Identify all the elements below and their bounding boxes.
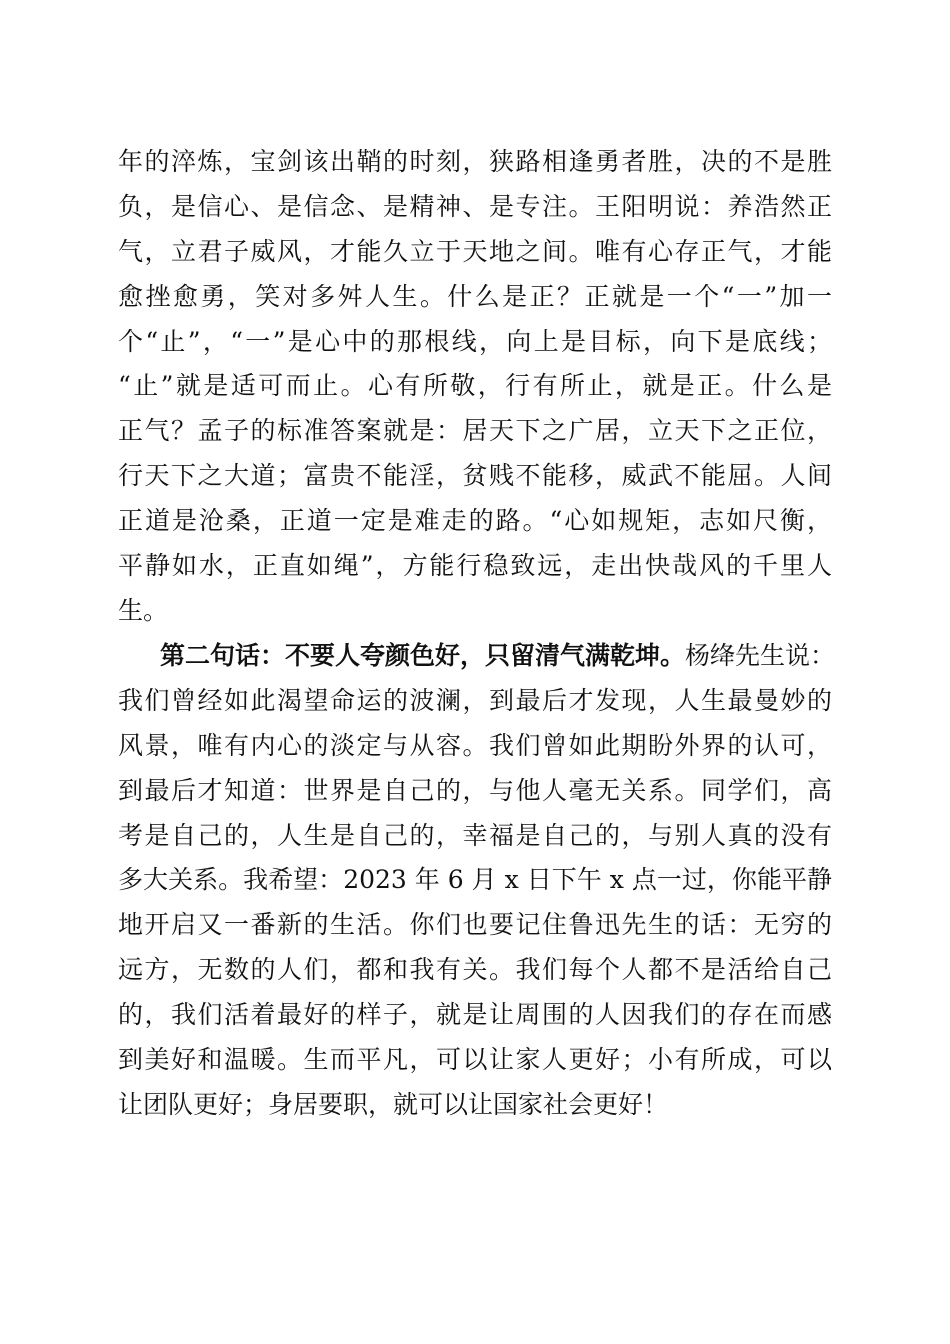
paragraph-2-line: 风景，唯有内心的淡定与从容。我们曾如此期盼外界的认可， xyxy=(118,730,832,760)
paragraph-2-line: 地开启又一番新的生活。你们也要记住鲁迅先生的话：无穷的 xyxy=(118,910,832,940)
paragraph-2-line: 考是自己的，人生是自己的，幸福是自己的，与别人真的没有 xyxy=(118,820,832,850)
paragraph-2-line: 远方，无数的人们，都和我有关。我们每个人都不是活给自己 xyxy=(118,955,832,985)
paragraph-2-line: 多大关系。我希望：2023 年 6 月 x 日下午 x 点一过，你能平静 xyxy=(118,865,832,895)
paragraph-1-line: 正气？孟子的标准答案就是：居天下之广居，立天下之正位， xyxy=(118,416,832,446)
paragraph-1-line: 负，是信心、是信念、是精神、是专注。王阳明说：养浩然正 xyxy=(118,191,832,221)
paragraph-1-line: 行天下之大道；富贵不能淫，贫贱不能移，威武不能屈。人间 xyxy=(118,461,832,491)
paragraph-2-first-line xyxy=(118,634,836,679)
paragraph-1 xyxy=(118,140,832,634)
paragraph-1-line: 气，立君子威风，才能久立于天地之间。唯有心存正气，才能 xyxy=(118,236,832,266)
paragraph-1-line: 平静如水，正直如绳”，方能行稳致远，走出快哉风的千里人 xyxy=(118,551,832,581)
paragraph-1-line: 个“止”，“一”是心中的那根线，向上是目标，向下是底线； xyxy=(118,326,832,356)
paragraph-1-line: 愈挫愈勇，笑对多舛人生。什么是正？正就是一个“一”加一 xyxy=(118,281,832,311)
paragraph-2-line: 到最后才知道：世界是自己的，与他人毫无关系。同学们，高 xyxy=(118,775,832,805)
paragraph-1-line: 年的淬炼，宝剑该出鞘的时刻，狭路相逢勇者胜，决的不是胜 xyxy=(118,147,832,176)
paragraph-2-line: 到美好和温暖。生而平凡，可以让家人更好；小有所成，可以 xyxy=(118,1045,832,1075)
paragraph-2-line: 的，我们活着最好的样子，就是让周围的人因我们的存在而感 xyxy=(118,1000,832,1030)
section-heading: 第二句话：不要人夸颜色好，只留清气满乾坤。 xyxy=(160,641,686,670)
paragraph-2-line: 我们曾经如此渴望命运的波澜，到最后才发现，人生最曼妙的 xyxy=(118,685,832,715)
paragraph-1-line: 生。 xyxy=(118,595,169,625)
paragraph-2 xyxy=(118,634,836,1128)
paragraph-2-line: 让团队更好；身居要职，就可以让国家社会更好！ xyxy=(118,1089,669,1119)
paragraph-1-line: “止”就是适可而止。心有所敬，行有所止，就是正。什么是 xyxy=(118,371,832,401)
paragraph-2-first-line-text: 杨绛先生说： xyxy=(685,641,836,670)
paragraph-1-line: 正道是沧桑，正道一定是难走的路。“心如规矩，志如尺衡， xyxy=(118,506,832,536)
